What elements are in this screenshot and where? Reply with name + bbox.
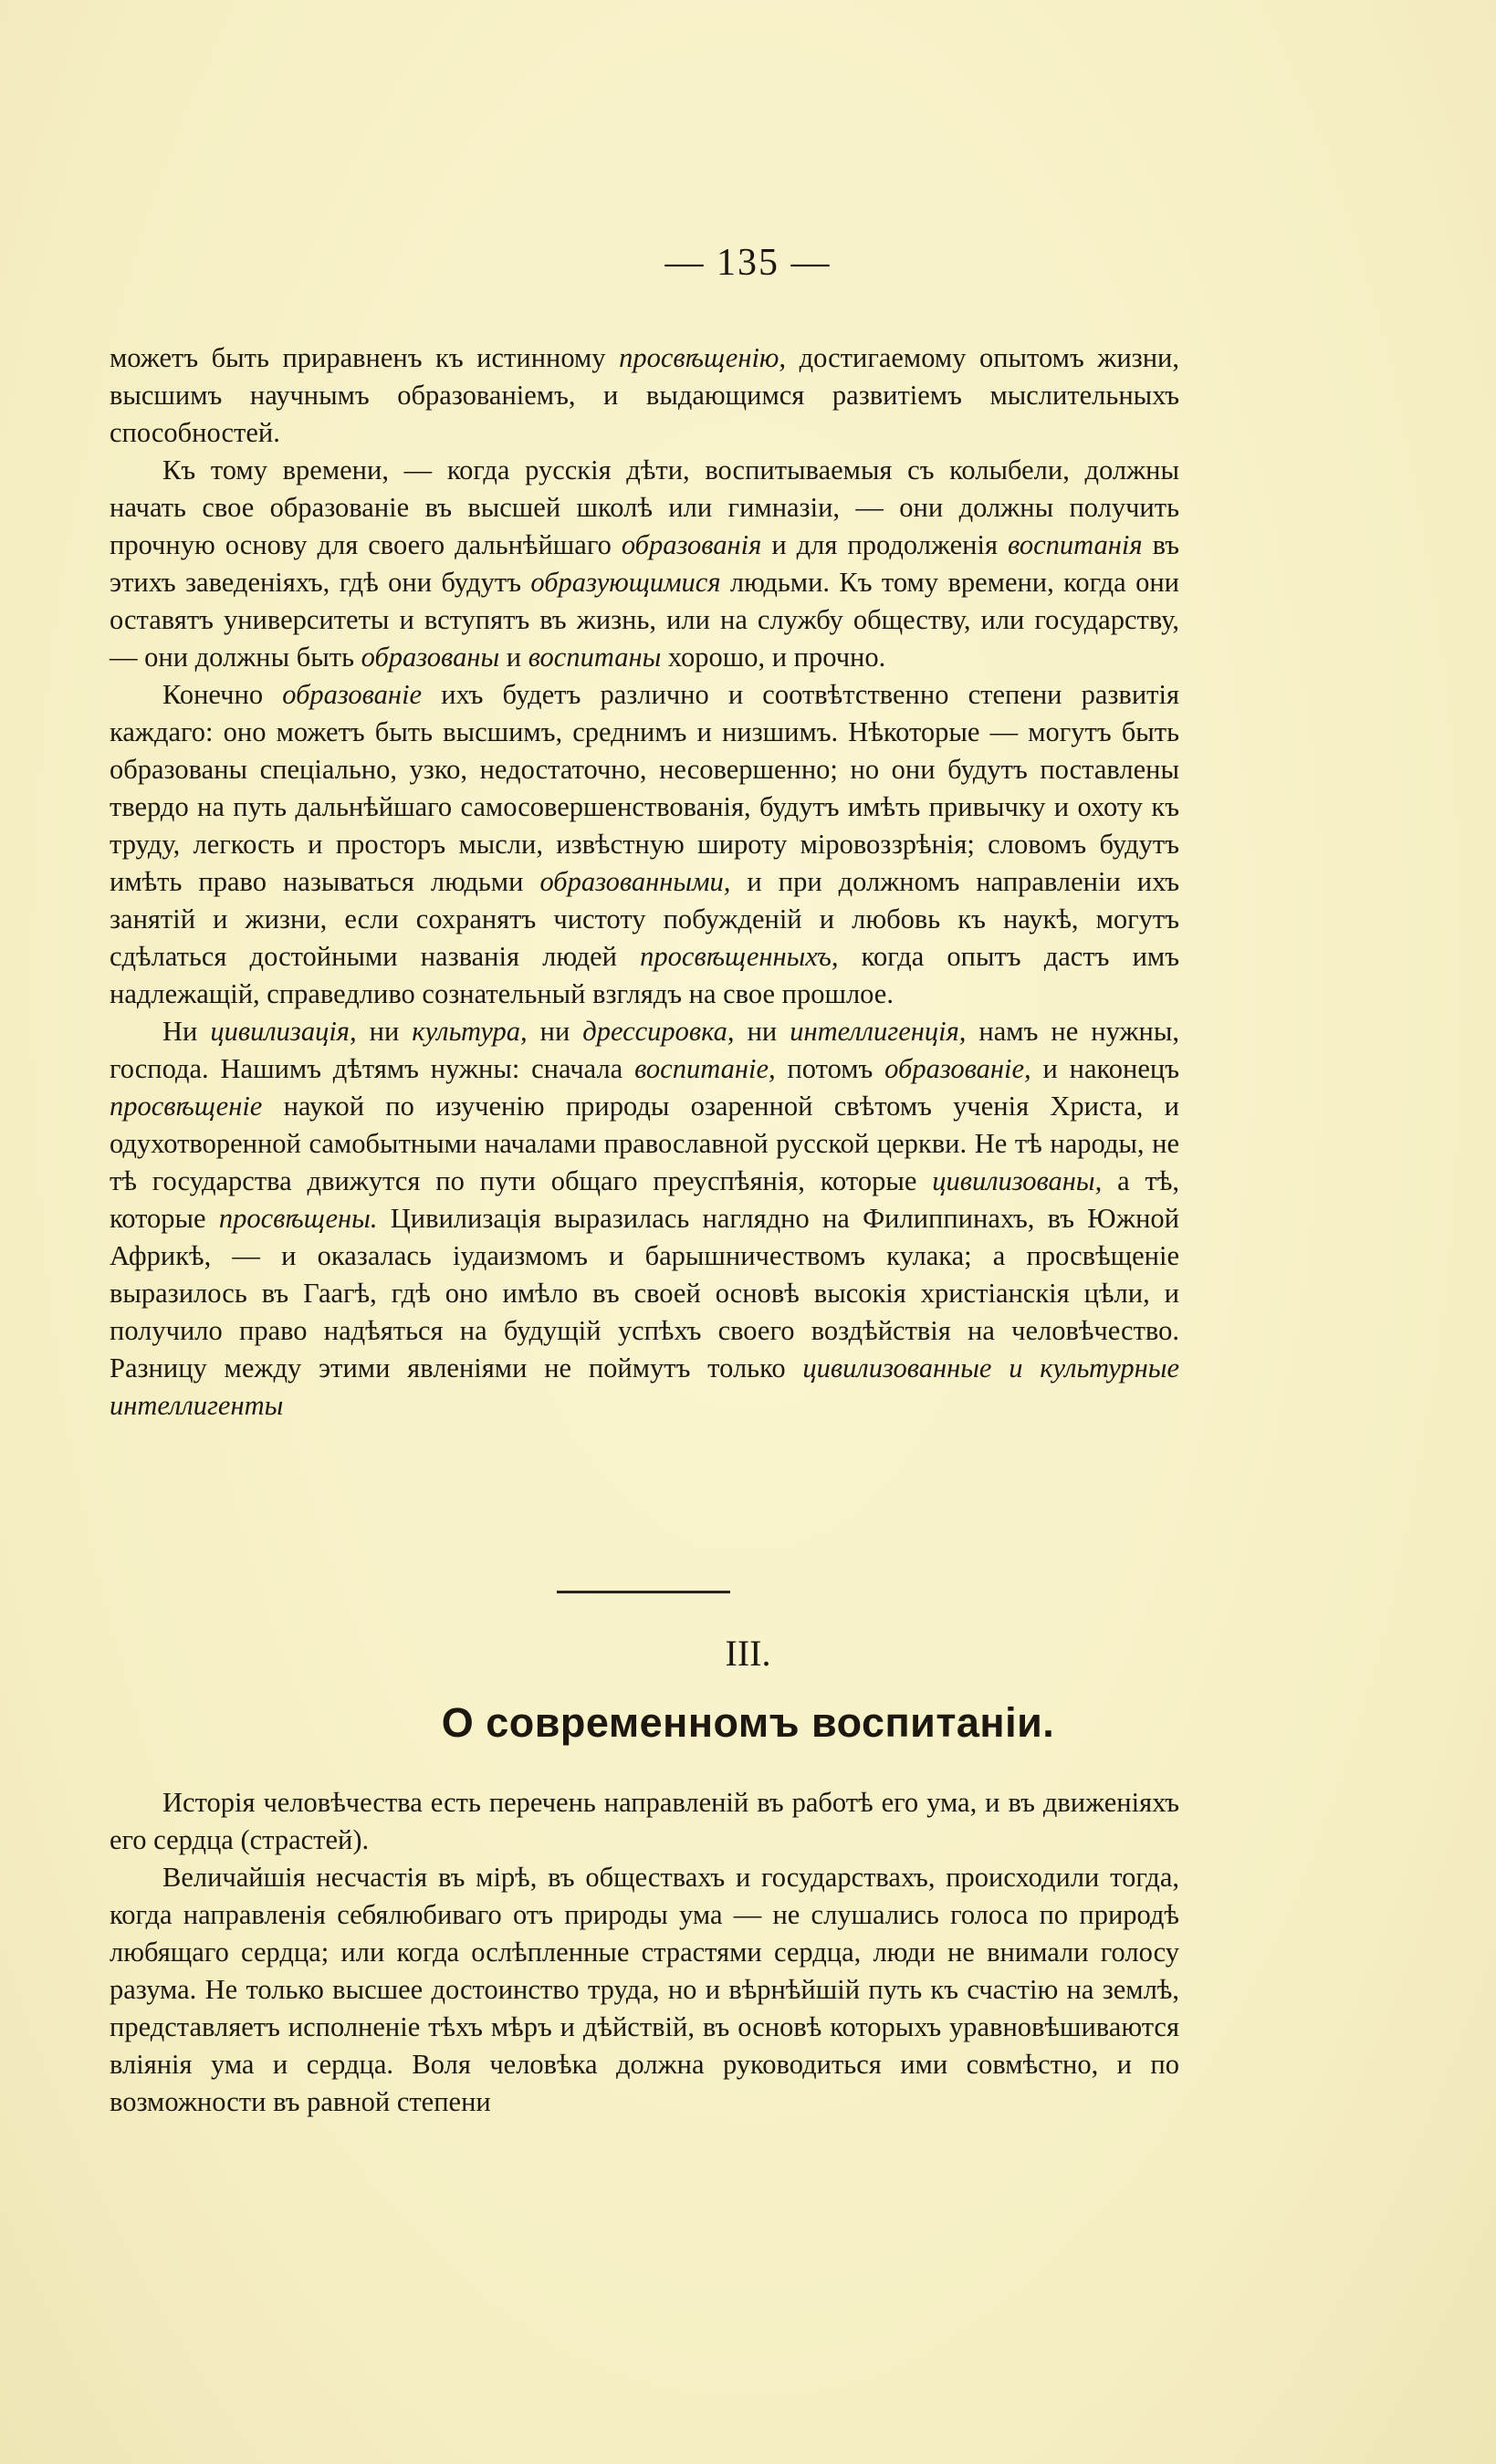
text-run: достигаемому опытомъ жизни, высшимъ научнымъ образованіемъ, и выдающимся развитіемъ мыслительныхъ способностей.	[110, 342, 1179, 448]
italic-emphasis: просвѣщены.	[218, 1203, 378, 1234]
italic-emphasis: образованія	[621, 529, 762, 560]
text-run: и	[499, 642, 528, 673]
paragraph	[110, 1784, 1179, 1859]
text-run: ихъ будетъ различно и соотвѣтственно степени развитія каждаго: оно можетъ быть высшимъ, среднимъ и низшимъ. Нѣкоторые — могутъ быть образованы спеціально, узко, недостаточно, несовершенно; но они будутъ поставлены твердо на путь дальнѣйшаго самосовершенствованія, будутъ имѣть привычку и охоту къ труду, легкость и просторъ мысли, извѣстную широту міровоззрѣнія; словомъ будутъ имѣть право называться людьми	[110, 679, 1179, 897]
text-run: наукой по изученію природы озаренной свѣтомъ ученія Христа, и одухотворенной самобытными началами православной русской церкви. Не тѣ народы, не тѣ государства движутся по пути общаго преуспѣянія, которые	[110, 1091, 1179, 1196]
italic-emphasis: цивилизація,	[210, 1016, 357, 1047]
section-number: III.	[725, 1633, 771, 1674]
paragraph	[110, 339, 1179, 452]
italic-emphasis: образованными,	[539, 866, 731, 897]
italic-emphasis: воспитанія	[1008, 529, 1143, 560]
text-run: и наконецъ	[1030, 1053, 1180, 1084]
italic-emphasis: цивилизованные и культурные интеллигенты	[110, 1352, 1179, 1421]
text-run: Цивилизація выразилась наглядно на Филиппинахъ, въ Южной Африкѣ, — и оказалась іудаизмомъ и барышничествомъ кулака; а просвѣщеніе выразилось въ Гаагѣ, гдѣ оно имѣло въ своей основѣ высокія христіанскія цѣли, и получило право надѣяться на будущій успѣхъ своего воздѣйствія на человѣчество. Разницу между этими явленіями не поймутъ только	[110, 1203, 1179, 1383]
text-run: въ этихъ заведеніяхъ, гдѣ они будутъ	[110, 529, 1179, 598]
page-number: — 135 —	[664, 242, 832, 284]
text-run: а тѣ, которые	[110, 1165, 1179, 1234]
paragraph	[110, 676, 1179, 1013]
italic-emphasis: цивилизованы,	[932, 1165, 1103, 1196]
text-run: ни	[356, 1016, 413, 1047]
italic-emphasis: воспитаніе,	[634, 1053, 776, 1084]
text-run: намъ не нужны, господа. Нашимъ дѣтямъ нужны: сначала	[110, 1016, 1179, 1084]
text-run: людьми. Къ тому времени, когда они оставятъ университеты и вступятъ въ жизнь, или на службу обществу, или государству, — они должны быть	[110, 567, 1179, 673]
paragraph	[110, 1013, 1179, 1425]
text-run: хорошо, и прочно.	[661, 642, 886, 673]
italic-emphasis: образованіе,	[884, 1053, 1031, 1084]
text-run: и при должномъ направленіи ихъ занятій и жизни, если сохранятъ чистоту побужденій и любовь къ наукѣ, могутъ сдѣлаться достойными названія людей	[110, 866, 1179, 972]
italic-emphasis: образованы	[361, 642, 500, 673]
italic-emphasis: воспитаны	[528, 642, 662, 673]
section-divider	[557, 1591, 730, 1593]
italic-emphasis: интеллигенція,	[790, 1016, 967, 1047]
italic-emphasis: просвѣщенію,	[619, 342, 787, 373]
text-run: и для продолженія	[761, 529, 1009, 560]
italic-emphasis: дрессировка,	[582, 1016, 735, 1047]
text-run: Исторія человѣчества есть перечень направленій въ работѣ его ума, и въ движеніяхъ его сердца (страстей).	[110, 1787, 1179, 1855]
text-run: ни	[734, 1016, 790, 1047]
text-block-main	[110, 339, 1179, 1425]
text-run: Къ тому времени, — когда русскія дѣти, воспитываемыя съ колыбели, должны начать свое образованіе въ высшей школѣ или гимназіи, — они должны получить прочную основу для своего дальнѣйшаго	[110, 454, 1179, 560]
text-run: Ни	[162, 1016, 211, 1047]
text-run: ни	[527, 1016, 583, 1047]
italic-emphasis: культура,	[412, 1016, 528, 1047]
text-block-section	[110, 1784, 1179, 2121]
text-run: потомъ	[775, 1053, 885, 1084]
text-run: когда опытъ дастъ имъ надлежащій, справедливо сознательный взглядъ на свое прошлое.	[110, 941, 1179, 1009]
italic-emphasis: просвѣщенныхъ,	[640, 941, 839, 972]
text-run: можетъ быть приравненъ къ истинному	[110, 342, 620, 373]
paragraph	[110, 452, 1179, 676]
italic-emphasis: образующимися	[530, 567, 721, 598]
paragraph	[110, 1859, 1179, 2121]
italic-emphasis: образованіе	[282, 679, 423, 710]
text-run: Величайшія несчастія въ мірѣ, въ обществахъ и государствахъ, происходили тогда, когда направленія себялюбиваго отъ природы ума — не слушались голоса по природѣ любящаго сердца; или когда ослѣпленные страстями сердца, люди не внимали голосу разума. Не только высшее достоинство труда, но и вѣрнѣйшій путь къ счастію на землѣ, представляетъ исполненіе тѣхъ мѣръ и дѣйствій, въ основѣ которыхъ уравновѣшиваются вліянія ума и сердца. Воля человѣка должна руководиться ими совмѣстно, и по возможности въ равной степени	[110, 1862, 1179, 2117]
italic-emphasis: просвѣщеніе	[110, 1091, 263, 1122]
section-title: О современномъ воспитаніи.	[441, 1699, 1055, 1746]
text-run: Конечно	[162, 679, 283, 710]
